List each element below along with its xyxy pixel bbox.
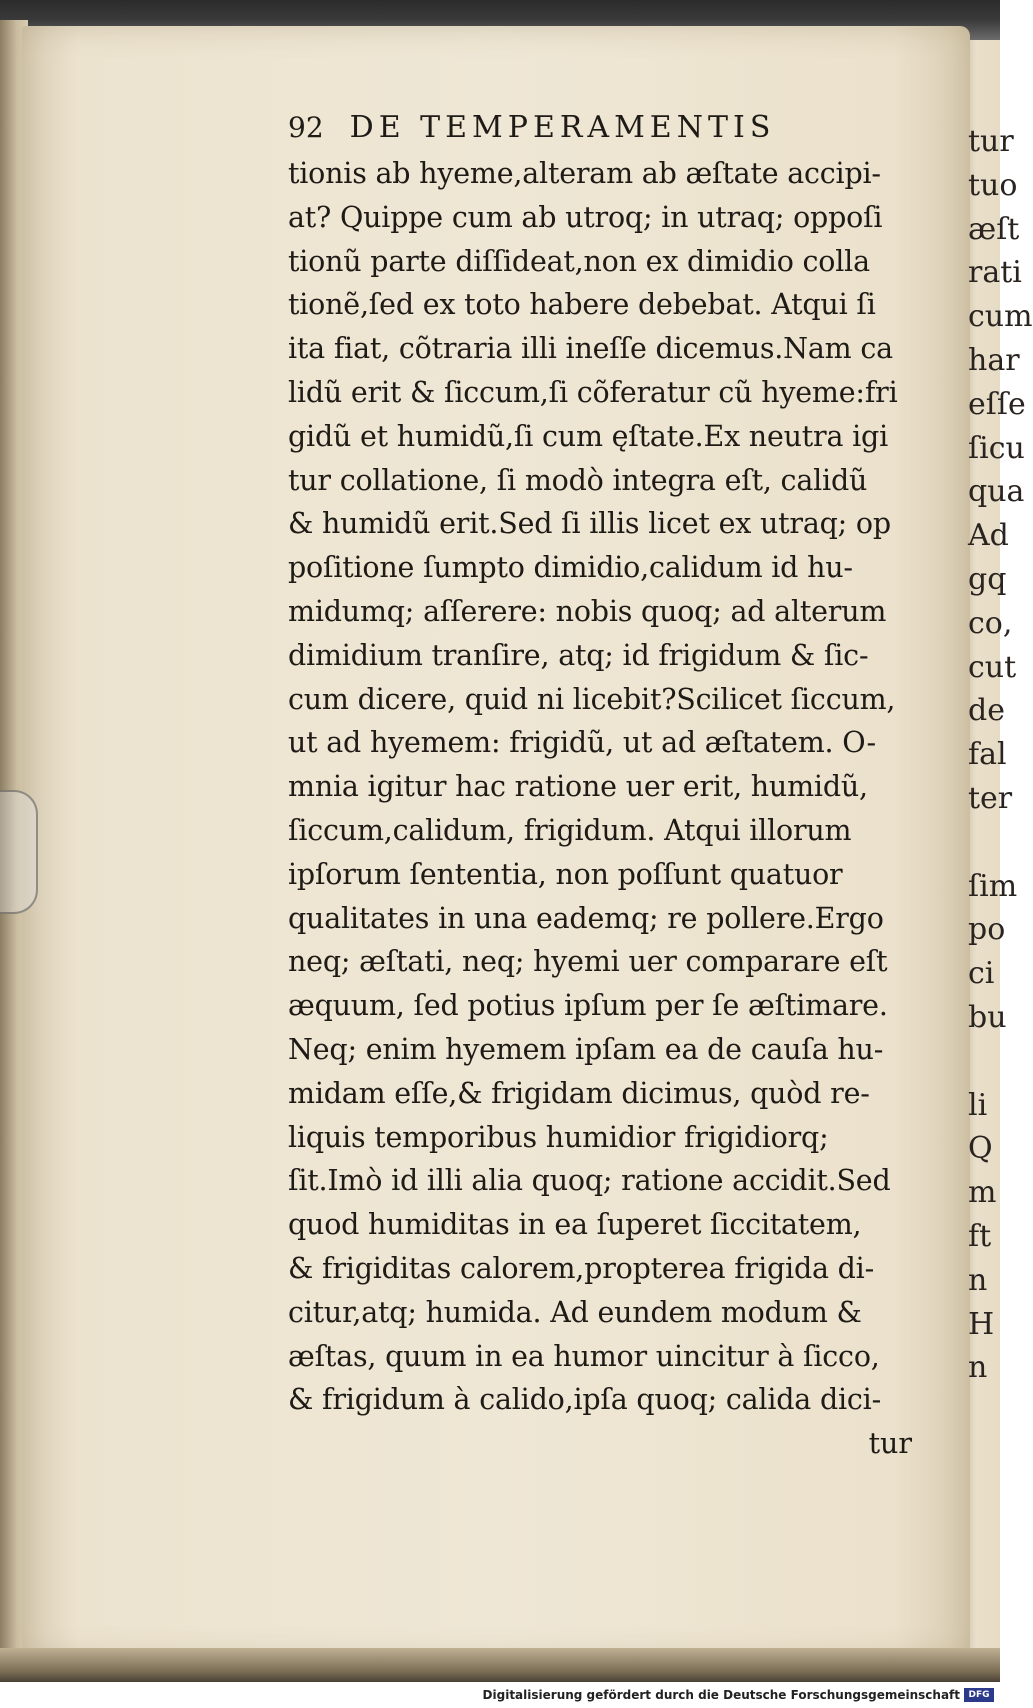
text-line: æſtas, quum in ea humor uincitur à ſicco, — [288, 1339, 880, 1373]
digitization-credit — [0, 1682, 1000, 1708]
text-line: mnia igitur hac ratione uer erit, humidũ, — [288, 770, 868, 804]
facing-page-fragment — [968, 821, 1000, 865]
text-line: at? Quippe cum ab utroq; in utraq; oppoſi — [288, 200, 883, 234]
facing-page-fragment: bu — [968, 999, 1007, 1035]
facing-page-fragment — [968, 1040, 1000, 1084]
facing-page-fragment: ft — [968, 1218, 992, 1254]
facing-page-fragment: æſt — [968, 211, 1020, 247]
facing-page-fragment: Ad — [968, 518, 1009, 554]
facing-page-fragment: fal — [968, 737, 1007, 773]
text-line: ſit.Imò id illi alia quoq; ratione accidit.Sed — [288, 1164, 891, 1198]
facing-page-fragment: ter — [968, 780, 1013, 816]
facing-page-fragment: qua — [968, 474, 1025, 510]
facing-page-fragment: gq — [968, 561, 1007, 597]
facing-page-fragment: ſim — [968, 868, 1018, 904]
body-text — [288, 152, 918, 1422]
text-line: & frigidum à calido,ipſa quoq; calida dici- — [288, 1383, 882, 1417]
facing-page-fragment: po — [968, 912, 1006, 948]
text-line: poſitione ſumpto dimidio,calidum id hu- — [288, 551, 853, 585]
credit-text: Digitalisierung gefördert durch die Deutsche Forschungsgemeinschaft — [482, 1688, 960, 1702]
text-line: cum dicere, quid ni licebit?Scilicet ſiccum, — [288, 682, 896, 716]
text-line: gidũ et humidũ,ſi cum ęſtate.Ex neutra igi — [288, 419, 888, 453]
facing-page-fragment: n — [968, 1350, 988, 1386]
text-line: citur,atq; humida. Ad eundem modum & — [288, 1295, 862, 1329]
text-line: Neq; enim hyemem ipſam ea de cauſa hu- — [288, 1032, 884, 1066]
text-line: midam eſſe,& frigidam dicimus, quòd re- — [288, 1076, 870, 1110]
facing-page-fragment: cum — [968, 299, 1033, 335]
text-line: qualitates in una eademq; re pollere.Ergo — [288, 901, 884, 935]
facing-page-fragment: H — [968, 1306, 995, 1342]
facing-page-fragment: tuo — [968, 167, 1018, 203]
facing-page-fragment: n — [968, 1262, 988, 1298]
text-line: tionẽ,ſed ex toto habere debebat. Atqui ſi — [288, 288, 876, 322]
text-line: neq; æſtati, neq; hyemi uer comparare eſt — [288, 945, 888, 979]
text-line: lidũ erit & ſiccum,ſi cõferatur cũ hyeme:fri — [288, 375, 898, 409]
facing-page-fragment: rati — [968, 255, 1022, 291]
running-title: DE TEMPERAMENTIS — [349, 110, 776, 145]
facing-page-fragment: har — [968, 342, 1020, 378]
text-line: midumq; aſſerere: nobis quoq; ad alterum — [288, 594, 887, 628]
text-line: & frigiditas calorem,propterea frigida di- — [288, 1251, 875, 1285]
facing-page-fragment: eſſe — [968, 386, 1026, 422]
text-line: dimidium tranſire, atq; id frigidum & ſic- — [288, 638, 869, 672]
text-block — [288, 110, 918, 1466]
facing-page-fragment: m — [968, 1175, 997, 1211]
clip-mark — [0, 790, 38, 914]
text-line: tur collatione, ſi modò integra eſt, calidũ — [288, 463, 868, 497]
bottom-page-edge — [0, 1648, 1000, 1682]
facing-page-fragment: co, — [968, 605, 1013, 641]
dfg-logo: DFG — [964, 1688, 994, 1702]
catchword: tur — [868, 1427, 912, 1461]
facing-page-fragment: ſicu — [968, 430, 1025, 466]
text-line: ut ad hyemem: frigidũ, ut ad æſtatem. O- — [288, 726, 876, 760]
facing-page-fragment: cut — [968, 649, 1017, 685]
text-line: ipſorum ſententia, non poſſunt quatuor — [288, 857, 843, 891]
facing-page-fragment: Q — [968, 1131, 993, 1167]
facing-page-fragment: tur — [968, 124, 1014, 159]
facing-page-fragment: ci — [968, 956, 995, 992]
text-line: tionũ parte diſſideat,non ex dimidio colla — [288, 244, 870, 278]
text-line: liquis temporibus humidior frigidiorq; — [288, 1120, 829, 1154]
facing-page-fragment: de — [968, 693, 1005, 729]
text-line: ita fiat, cõtraria illi ineſſe dicemus.Nam ca — [288, 332, 893, 366]
facing-page-fragment: li — [968, 1087, 988, 1123]
text-line: & humidũ erit.Sed ſi illis licet ex utraq; op — [288, 507, 891, 541]
facing-page-text — [968, 120, 1033, 1386]
text-line: æquum, ſed potius ipſum per ſe æſtimare. — [288, 989, 888, 1023]
text-line: ſiccum,calidum, frigidum. Atqui illorum — [288, 813, 852, 847]
running-head — [288, 110, 918, 154]
text-line: tionis ab hyeme,alteram ab æſtate accipi- — [288, 157, 881, 190]
page-number: 92 — [288, 111, 324, 144]
text-line: quod humiditas in ea ſuperet ſiccitatem, — [288, 1208, 862, 1242]
